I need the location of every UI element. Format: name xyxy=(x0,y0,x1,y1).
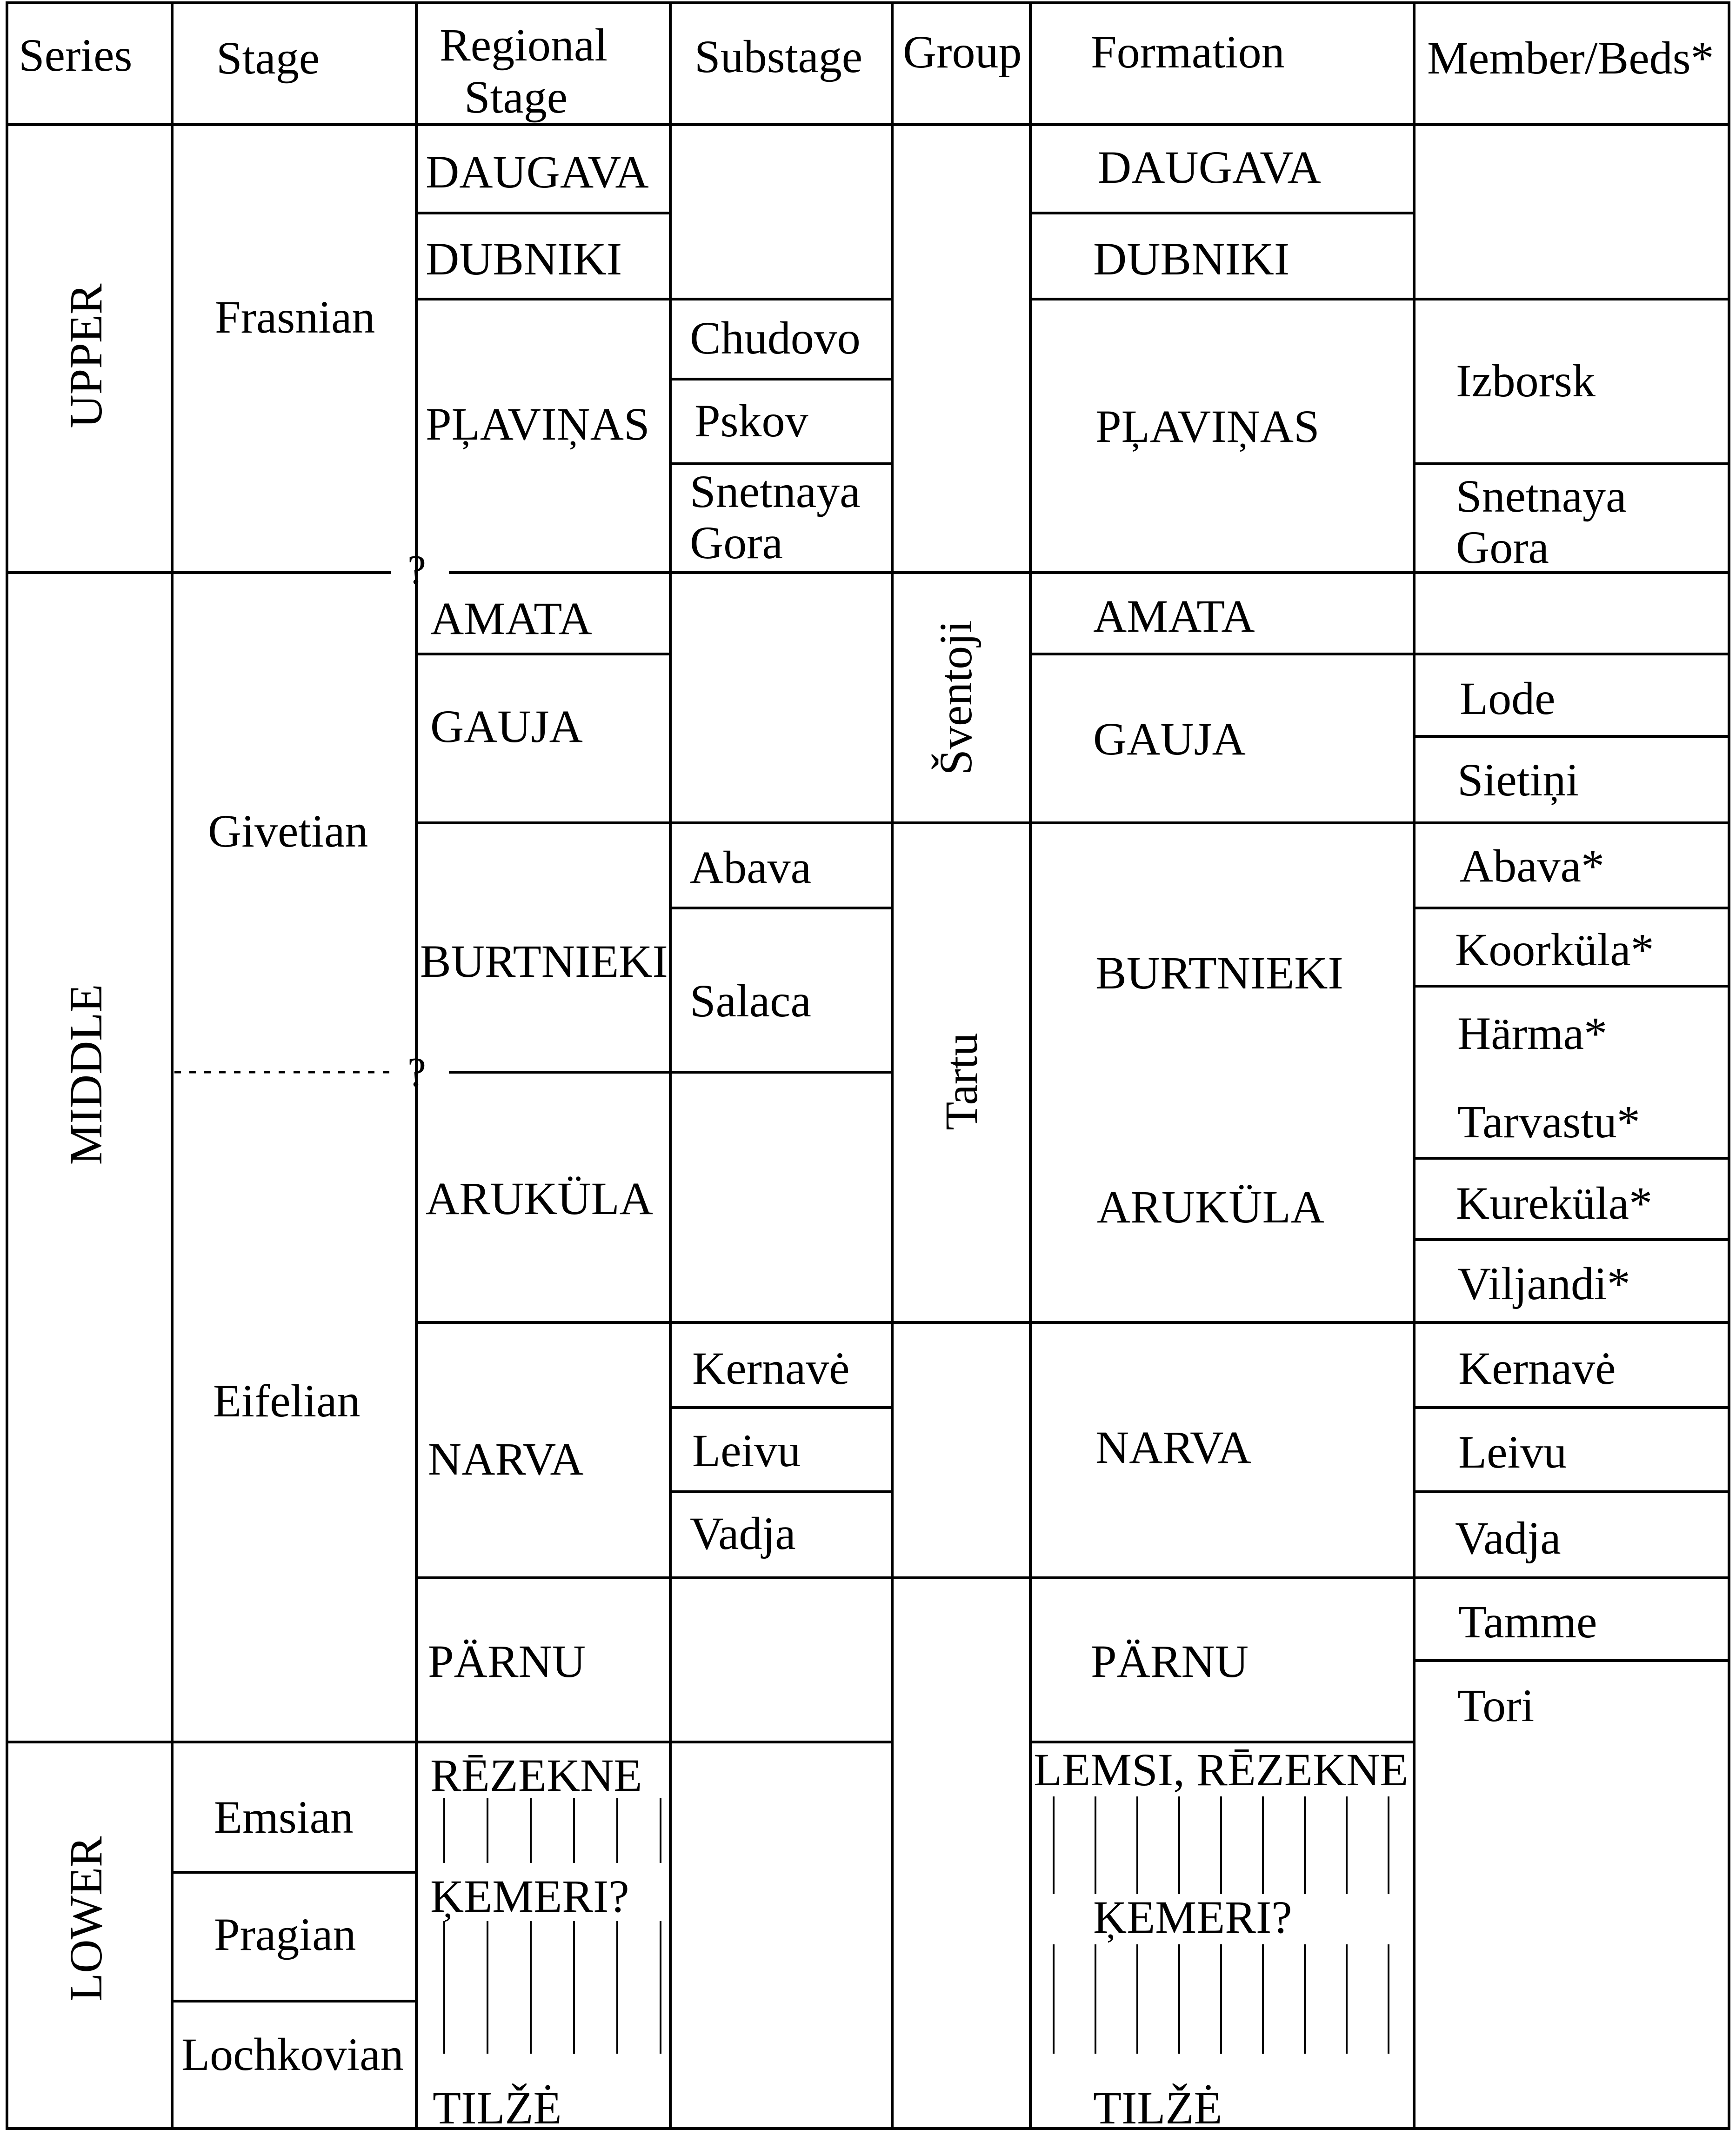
stage-column xyxy=(181,291,404,2080)
formation-lemsi-rezekne: LEMSI, RĒZEKNE xyxy=(1034,1744,1409,1796)
member-sietini: Sietiņi xyxy=(1457,754,1579,806)
boundary-question-upper: ? xyxy=(407,547,426,593)
header-formation: Formation xyxy=(1091,26,1285,78)
member-leivu: Leivu xyxy=(1458,1426,1567,1478)
regional-burtnieki: BURTNIEKI xyxy=(420,935,668,987)
formation-daugava: DAUGAVA xyxy=(1098,141,1321,193)
header-series: Series xyxy=(19,29,133,81)
regional-daugava: DAUGAVA xyxy=(426,146,649,198)
series-lower: LOWER xyxy=(60,1836,112,2002)
group-column xyxy=(930,620,987,1130)
stage-pragian: Pragian xyxy=(214,1909,356,1960)
member-kurekula: Kureküla* xyxy=(1456,1177,1653,1229)
formation-kemeri: ĶEMERI? xyxy=(1093,1891,1292,1943)
series-middle: MIDDLE xyxy=(60,984,112,1165)
regional-kemeri: ĶEMERI? xyxy=(430,1870,629,1922)
member-viljandi: Viljandi* xyxy=(1457,1258,1630,1309)
member-tarvastu: Tarvastu* xyxy=(1457,1096,1640,1148)
substage-snetnaya-2: Gora xyxy=(690,517,783,568)
series-column xyxy=(60,283,112,2002)
formation-parnu: PÄRNU xyxy=(1091,1635,1249,1687)
series-upper: UPPER xyxy=(60,283,112,428)
member-snetnaya-2: Gora xyxy=(1456,521,1549,573)
formation-amata: AMATA xyxy=(1093,590,1255,642)
member-tori: Tori xyxy=(1457,1680,1535,1731)
formation-burtnieki: BURTNIEKI xyxy=(1095,947,1343,999)
header-member: Member/Beds* xyxy=(1427,32,1714,84)
regional-plavinas: PĻAVIŅAS xyxy=(426,398,650,450)
substage-vadja: Vadja xyxy=(690,1508,796,1559)
formation-tilze: TILŽĖ xyxy=(1093,2082,1222,2134)
substage-abava: Abava xyxy=(690,841,811,893)
member-izborsk: Izborsk xyxy=(1456,355,1596,407)
formation-gauja: GAUJA xyxy=(1093,713,1246,765)
regional-arukula: ARUKÜLA xyxy=(426,1173,653,1224)
substage-snetnaya-1: Snetnaya xyxy=(690,466,861,517)
substage-chudovo: Chudovo xyxy=(690,312,861,364)
member-snetnaya-1: Snetnaya xyxy=(1456,470,1627,522)
header-group: Group xyxy=(903,26,1022,78)
member-lode: Lode xyxy=(1460,673,1556,724)
stage-eifelian: Eifelian xyxy=(213,1375,361,1427)
formation-narva: NARVA xyxy=(1095,1422,1251,1473)
stage-emsian: Emsian xyxy=(214,1791,354,1843)
regional-gauja: GAUJA xyxy=(430,701,583,752)
regional-narva: NARVA xyxy=(428,1433,584,1485)
regional-stage-column xyxy=(420,146,668,2134)
regional-dubniki: DUBNIKI xyxy=(426,233,622,285)
substage-salaca: Salaca xyxy=(690,975,811,1027)
member-vadja: Vadja xyxy=(1455,1512,1561,1564)
header-regional-stage-1: Regional xyxy=(440,19,608,71)
member-tamme: Tamme xyxy=(1458,1596,1597,1648)
regional-rezekne: RĒZEKNE xyxy=(430,1749,642,1801)
formation-arukula: ARUKÜLA xyxy=(1097,1181,1324,1233)
substage-column xyxy=(690,312,861,1559)
member-abava: Abava* xyxy=(1460,840,1604,892)
regional-tilze: TILŽĖ xyxy=(433,2082,562,2134)
group-tartu: Tartu xyxy=(935,1033,987,1130)
substage-pskov: Pskov xyxy=(694,395,808,447)
formation-dubniki: DUBNIKI xyxy=(1093,233,1290,285)
header-row xyxy=(19,19,1714,123)
member-harma: Härma* xyxy=(1457,1008,1608,1059)
header-substage: Substage xyxy=(694,31,863,82)
boundary-question-middle: ? xyxy=(407,1049,426,1095)
formation-plavinas: PĻAVIŅAS xyxy=(1095,400,1320,452)
member-koorkula: Koorküla* xyxy=(1455,924,1654,975)
hatch-gap-regional xyxy=(444,1798,661,2054)
substage-leivu: Leivu xyxy=(692,1425,801,1476)
substage-kernave: Kernavė xyxy=(692,1342,850,1394)
header-stage: Stage xyxy=(216,32,320,84)
stage-givetian: Givetian xyxy=(208,805,368,857)
regional-amata: AMATA xyxy=(430,593,592,644)
stage-lochkovian: Lochkovian xyxy=(181,2029,404,2080)
member-column xyxy=(1455,355,1654,1731)
header-regional-stage-2: Stage xyxy=(464,71,568,123)
member-kernave: Kernavė xyxy=(1458,1342,1616,1394)
group-sventoji: Šventoji xyxy=(930,620,982,775)
regional-parnu: PÄRNU xyxy=(428,1635,586,1687)
stage-frasnian: Frasnian xyxy=(215,291,375,343)
